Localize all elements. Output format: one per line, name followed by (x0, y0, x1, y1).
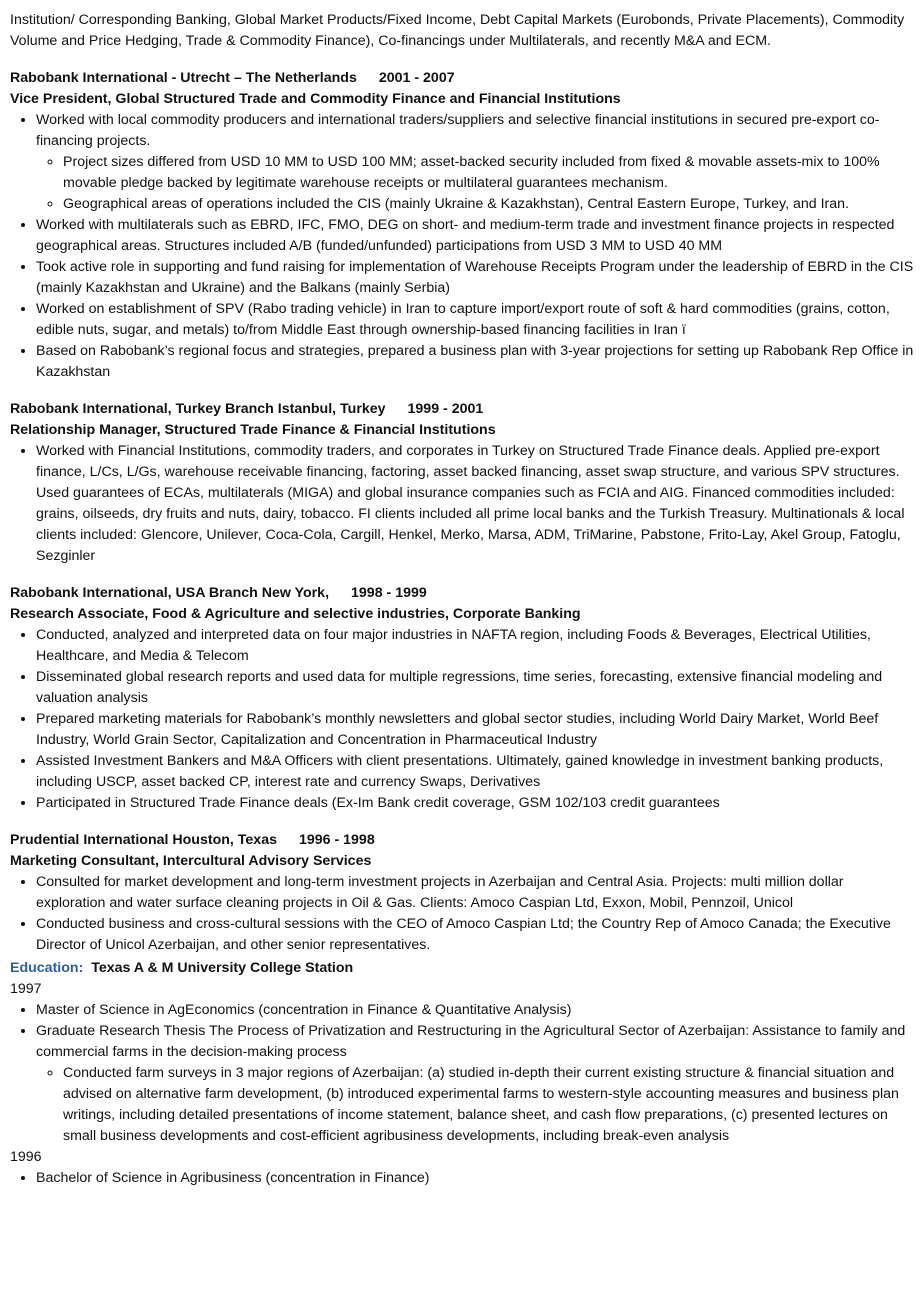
list-item: • Disseminated global research reports and used data for multiple regressions, time series, forecasting, extensive financial modeling and valuation analysis (36, 667, 914, 709)
job-header (10, 583, 914, 604)
job-section (10, 68, 914, 383)
list-item: • Conducted business and cross-cultural sessions with the CEO of Amoco Caspian Ltd; the Country Rep of Amoco Canada; the Executive Director of Unicol Azerbaijan, and other senior representatives. (36, 914, 914, 956)
list-item: ◦ Geographical areas of operations included the CIS (mainly Ukraine & Kazakhstan), Central Eastern Europe, Turkey, and Iran. (63, 194, 914, 215)
list-item: ◦ Project sizes differed from USD 10 MM to USD 100 MM; asset-backed security included from fixed & movable assets-mix to 100% movable pledge backed by legitimate warehouse receipts or multilateral guarantees mechanism. (63, 152, 914, 194)
job-company: Rabobank International, USA Branch New York, (10, 585, 330, 601)
job-company: Rabobank International - Utrecht – The Netherlands (10, 70, 357, 86)
job-section (10, 399, 914, 567)
list-item: • Prepared marketing materials for Rabobank’s monthly newsletters and global sector studies, including World Dairy Market, World Beef Industry, World Grain Sector, Capitalization and Concentration in Pharmaceutical Industry (36, 709, 914, 751)
job-title: Marketing Consultant, Intercultural Advisory Services (10, 853, 372, 869)
list-item: ◦ Conducted farm surveys in 3 major regions of Azerbaijan: (a) studied in-depth their current existing structure & financial situation and advised on alternative farm development, (b) introduced experimental farms to western-style accounting measures and business plan writings, including detailed presentations of income statement, balance sheet, and cash flow preparations, (c) presented lectures on small business developments and cost-efficient agribusiness developments, including break-even analysis (63, 1063, 914, 1147)
job-sub-bullets (36, 152, 914, 215)
list-item: • Participated in Structured Trade Finance deals (Ex-Im Bank credit coverage, GSM 102/103 credit guarantees (36, 793, 914, 814)
education-year: 1997 (10, 981, 42, 997)
job-period: 1998 - 1999 (351, 585, 427, 601)
list-item: • Worked on establishment of SPV (Rabo trading vehicle) in Iran to capture import/export route of soft & hard commodities (grains, cotton, edible nuts, sugar, and metals) to/from Middle East through ownership-based financing facilities in Iran ï (36, 299, 914, 341)
list-item: • Worked with Financial Institutions, commodity traders, and corporates in Turkey on Structured Trade Finance deals. Applied pre-export finance, L/Cs, L/Gs, warehouse receivable financing, factoring, asset backed financing, asset swap structure, and various SPV structures. Used guarantees of ECAs, multilaterals (MIGA) and global insurance companies such as FCIA and AIG. Financed commodities included: grains, oilseeds, dry fruits and nuts, dairy, tobacco. FI clients included all prime local banks and the Turkish Treasury. Multinationals & local clients included: Glencore, Unilever, Coca-Cola, Cargill, Henkel, Merko, Marsa, ADM, TriMarine, Pabstone, Frito-Lay, Akel Group, Fatoglu, Sezginler (36, 441, 914, 567)
list-item: • Consulted for market development and long-term investment projects in Azerbaijan and Central Asia. Projects: multi million dollar exploration and water surface cleaning projects in Oil & Gas. Clients: Amoco Caspian Ltd, Exxon, Mobil, Pennzoil, Unicol (36, 872, 914, 914)
job-bullets (10, 441, 914, 567)
job-title: Research Associate, Food & Agriculture and selective industries, Corporate Banking (10, 606, 581, 622)
job-company: Rabobank International, Turkey Branch Istanbul, Turkey (10, 401, 386, 417)
list-item: • Conducted, analyzed and interpreted data on four major industries in NAFTA region, including Foods & Beverages, Electrical Utilities, Healthcare, and Media & Telecom (36, 625, 914, 667)
job-section (10, 830, 914, 956)
education-year: 1996 (10, 1149, 42, 1165)
job-section (10, 583, 914, 814)
job-bullets (10, 110, 914, 383)
education-bullets (10, 1168, 914, 1189)
job-period: 1999 - 2001 (407, 401, 484, 417)
job-bullets (10, 872, 914, 956)
list-item: • Assisted Investment Bankers and M&A Officers with client presentations. Ultimately, gained knowledge in investment banking products, including USCP, asset backed CP, interest rate and currency Swaps, Derivatives (36, 751, 914, 793)
job-company: Prudential International Houston, Texas (10, 832, 277, 848)
intro-paragraph: Institution/ Corresponding Banking, Global Market Products/Fixed Income, Debt Capital Markets (Eurobonds, Private Placements), Commodity Volume and Price Hedging, Trade & Commodity Finance), Co-financings under Multilaterals, and recently M&A and ECM. (10, 12, 905, 49)
education-section (10, 958, 914, 1189)
list-item: • Master of Science in AgEconomics (concentration in Finance & Quantitative Analysis) (36, 1000, 914, 1021)
list-item: • Graduate Research Thesis The Process of Privatization and Restructuring in the Agricultural Sector of Azerbaijan: Assistance to family and commercial farms in the decision-making process ◦ Conducted farm surveys in 3 major regions of Azerbaijan: (a) studied in-depth their current existing structure & financial situation and advised on alternative farm development, (b) introduced experimental farms to western-style accounting measures and business plan writings, including detailed presentations of income statement, balance sheet, and cash flow preparations, (c) presented lectures on small business developments and cost-efficient agribusiness developments, including break-even analysis (36, 1021, 914, 1147)
job-header (10, 399, 914, 420)
job-header (10, 830, 914, 851)
list-item: • Based on Rabobank’s regional focus and strategies, prepared a business plan with 3-year projections for setting up Rabobank Rep Office in Kazakhstan (36, 341, 914, 383)
list-item: • Worked with local commodity producers and international traders/suppliers and selective financial institutions in secured pre-export co-financing projects. ◦ Project sizes differed from USD 10 MM to USD 100 MM; asset-backed security included from fixed & movable assets-mix to 100% movable pledge backed by legitimate warehouse receipts or multilateral guarantees mechanism. ◦ Geographical areas of operations included the CIS (mainly Ukraine & Kazakhstan), Central Eastern Europe, Turkey, and Iran. (36, 110, 914, 215)
education-bullets (10, 1000, 914, 1147)
job-period: 2001 - 2007 (378, 70, 455, 86)
job-header (10, 68, 914, 89)
job-bullets (10, 625, 914, 814)
list-item: • Took active role in supporting and fund raising for implementation of Warehouse Receipts Program under the leadership of EBRD in the CIS (mainly Kazakhstan and Ukraine) and the Balkans (mainly Serbia) (36, 257, 914, 299)
list-item: • Worked with multilaterals such as EBRD, IFC, FMO, DEG on short- and medium-term trade and investment finance projects in respected geographical areas. Structures included A/B (funded/unfunded) participations from USD 3 MM to USD 40 MM (36, 215, 914, 257)
list-item: • Bachelor of Science in Agribusiness (concentration in Finance) (36, 1168, 914, 1189)
education-header (10, 958, 914, 979)
job-title: Relationship Manager, Structured Trade Finance & Financial Institutions (10, 422, 496, 438)
education-sub-bullets (36, 1063, 914, 1147)
education-label: Education: (10, 960, 84, 976)
education-institution: Texas A & M University College Station (91, 960, 354, 976)
job-title: Vice President, Global Structured Trade and Commodity Finance and Financial Institutions (10, 91, 621, 107)
job-period: 1996 - 1998 (298, 832, 375, 848)
